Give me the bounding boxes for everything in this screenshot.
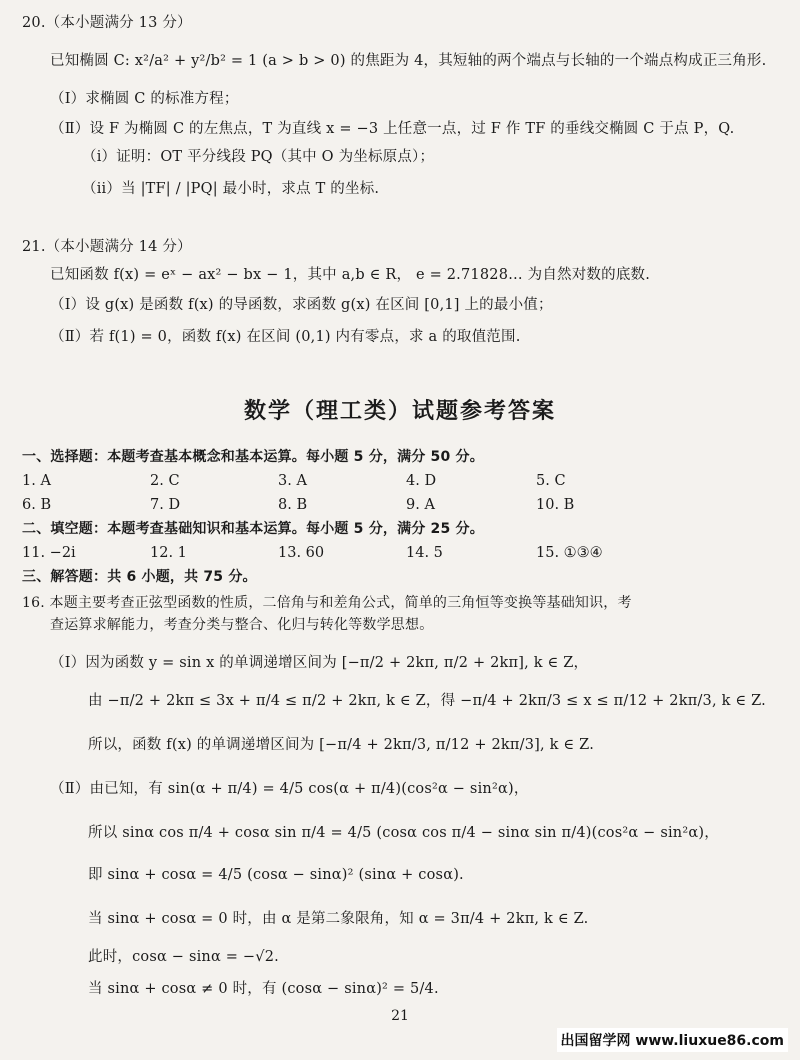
q20-header: 20.（本小题满分 13 分）	[22, 15, 192, 31]
q16-intro-line2: 查运算求解能力，考查分类与整合、化归与转化等数学思想。	[50, 617, 434, 633]
answer-13: 13. 60	[278, 545, 325, 561]
answer-10: 10. B	[536, 497, 575, 513]
answer-8: 8. B	[278, 497, 308, 513]
page-number: 21	[391, 1008, 409, 1024]
q16-part2-line2: 所以 sinα cos π/4 + cosα sin π/4 = 4/5 (cosα cos π/4 − sinα sin π/4)(cos²α − sin²α)，	[88, 825, 719, 841]
answer-2: 2. C	[150, 473, 180, 489]
answer-6: 6. B	[22, 497, 52, 513]
section1-header: 一、选择题：本题考查基本概念和基本运算。每小题 5 分，满分 50 分。	[22, 449, 484, 465]
q21-header: 21.（本小题满分 14 分）	[22, 239, 192, 255]
answer-7: 7. D	[150, 497, 181, 513]
q16-part2-line5: 此时，cosα − sinα = −√2.	[88, 949, 279, 965]
answers-title: 数学（理工类）试题参考答案	[243, 399, 556, 424]
q16-part2-line6: 当 sinα + cosα ≠ 0 时，有 (cosα − sinα)² = 5/4.	[88, 981, 439, 997]
q20-part2: （Ⅱ）设 F 为椭圆 C 的左焦点，T 为直线 x = −3 上任意一点，过 F 作 TF 的垂线交椭圆 C 于点 P，Q.	[50, 121, 735, 137]
q21-stem: 已知函数 f(x) = eˣ − ax² − bx − 1，其中 a,b ∈ R， e = 2.71828… 为自然对数的底数.	[50, 267, 651, 283]
q20-part2-i: （i）证明：OT 平分线段 PQ（其中 O 为坐标原点）；	[82, 149, 435, 165]
answer-3: 3. A	[278, 473, 307, 489]
section2-header: 二、填空题：本题考查基础知识和基本运算。每小题 5 分，满分 25 分。	[22, 521, 484, 537]
answer-5: 5. C	[536, 473, 566, 489]
q20-part1: （Ⅰ）求椭圆 C 的标准方程；	[50, 91, 239, 107]
q16-part2-line3: 即 sinα + cosα = 4/5 (cosα − sinα)² (sinα + cosα).	[88, 867, 464, 883]
q16-part2-line1: （Ⅱ）由已知，有 sin(α + π/4) = 4/5 cos(α + π/4)(cos²α − sin²α)，	[50, 781, 529, 797]
q20-stem: 已知椭圆 C: x²/a² + y²/b² = 1 (a > b > 0) 的焦距为 4，其短轴的两个端点与长轴的一个端点构成正三角形.	[50, 53, 767, 69]
q16-part1-line1: （Ⅰ）因为函数 y = sin x 的单调递增区间为 [−π/2 + 2kπ, π/2 + 2kπ], k ∈ Z，	[50, 655, 589, 671]
section3-header: 三、解答题：共 6 小题，共 75 分。	[22, 569, 257, 585]
q21-part2: （Ⅱ）若 f(1) = 0，函数 f(x) 在区间 (0,1) 内有零点，求 a 的取值范围.	[50, 329, 521, 345]
q16-part1-line2: 由 −π/2 + 2kπ ≤ 3x + π/4 ≤ π/2 + 2kπ, k ∈ Z，得 −π/4 + 2kπ/3 ≤ x ≤ π/12 + 2kπ/3, k ∈ Z.	[88, 693, 766, 709]
answer-11: 11. −2i	[22, 545, 76, 561]
answer-4: 4. D	[406, 473, 437, 489]
q20-part2-ii: （ii）当 |TF| / |PQ| 最小时，求点 T 的坐标.	[82, 181, 380, 197]
q16-part2-line4: 当 sinα + cosα = 0 时，由 α 是第二象限角，知 α = 3π/4 + 2kπ, k ∈ Z.	[88, 911, 589, 927]
answer-14: 14. 5	[406, 545, 443, 561]
q16-intro-line1: 16. 本题主要考查正弦型函数的性质，二倍角与和差角公式，简单的三角恒等变换等基础知识，考	[22, 595, 632, 611]
answer-15: 15. ①③④	[536, 545, 603, 561]
answer-12: 12. 1	[150, 545, 187, 561]
site-watermark: 出国留学网 www.liuxue86.com	[557, 1028, 788, 1052]
answer-9: 9. A	[406, 497, 435, 513]
q16-part1-line3: 所以，函数 f(x) 的单调递增区间为 [−π/4 + 2kπ/3, π/12 + 2kπ/3], k ∈ Z.	[88, 737, 594, 753]
answer-1: 1. A	[22, 473, 51, 489]
q21-part1: （Ⅰ）设 g(x) 是函数 f(x) 的导函数，求函数 g(x) 在区间 [0,1] 上的最小值；	[50, 297, 553, 313]
